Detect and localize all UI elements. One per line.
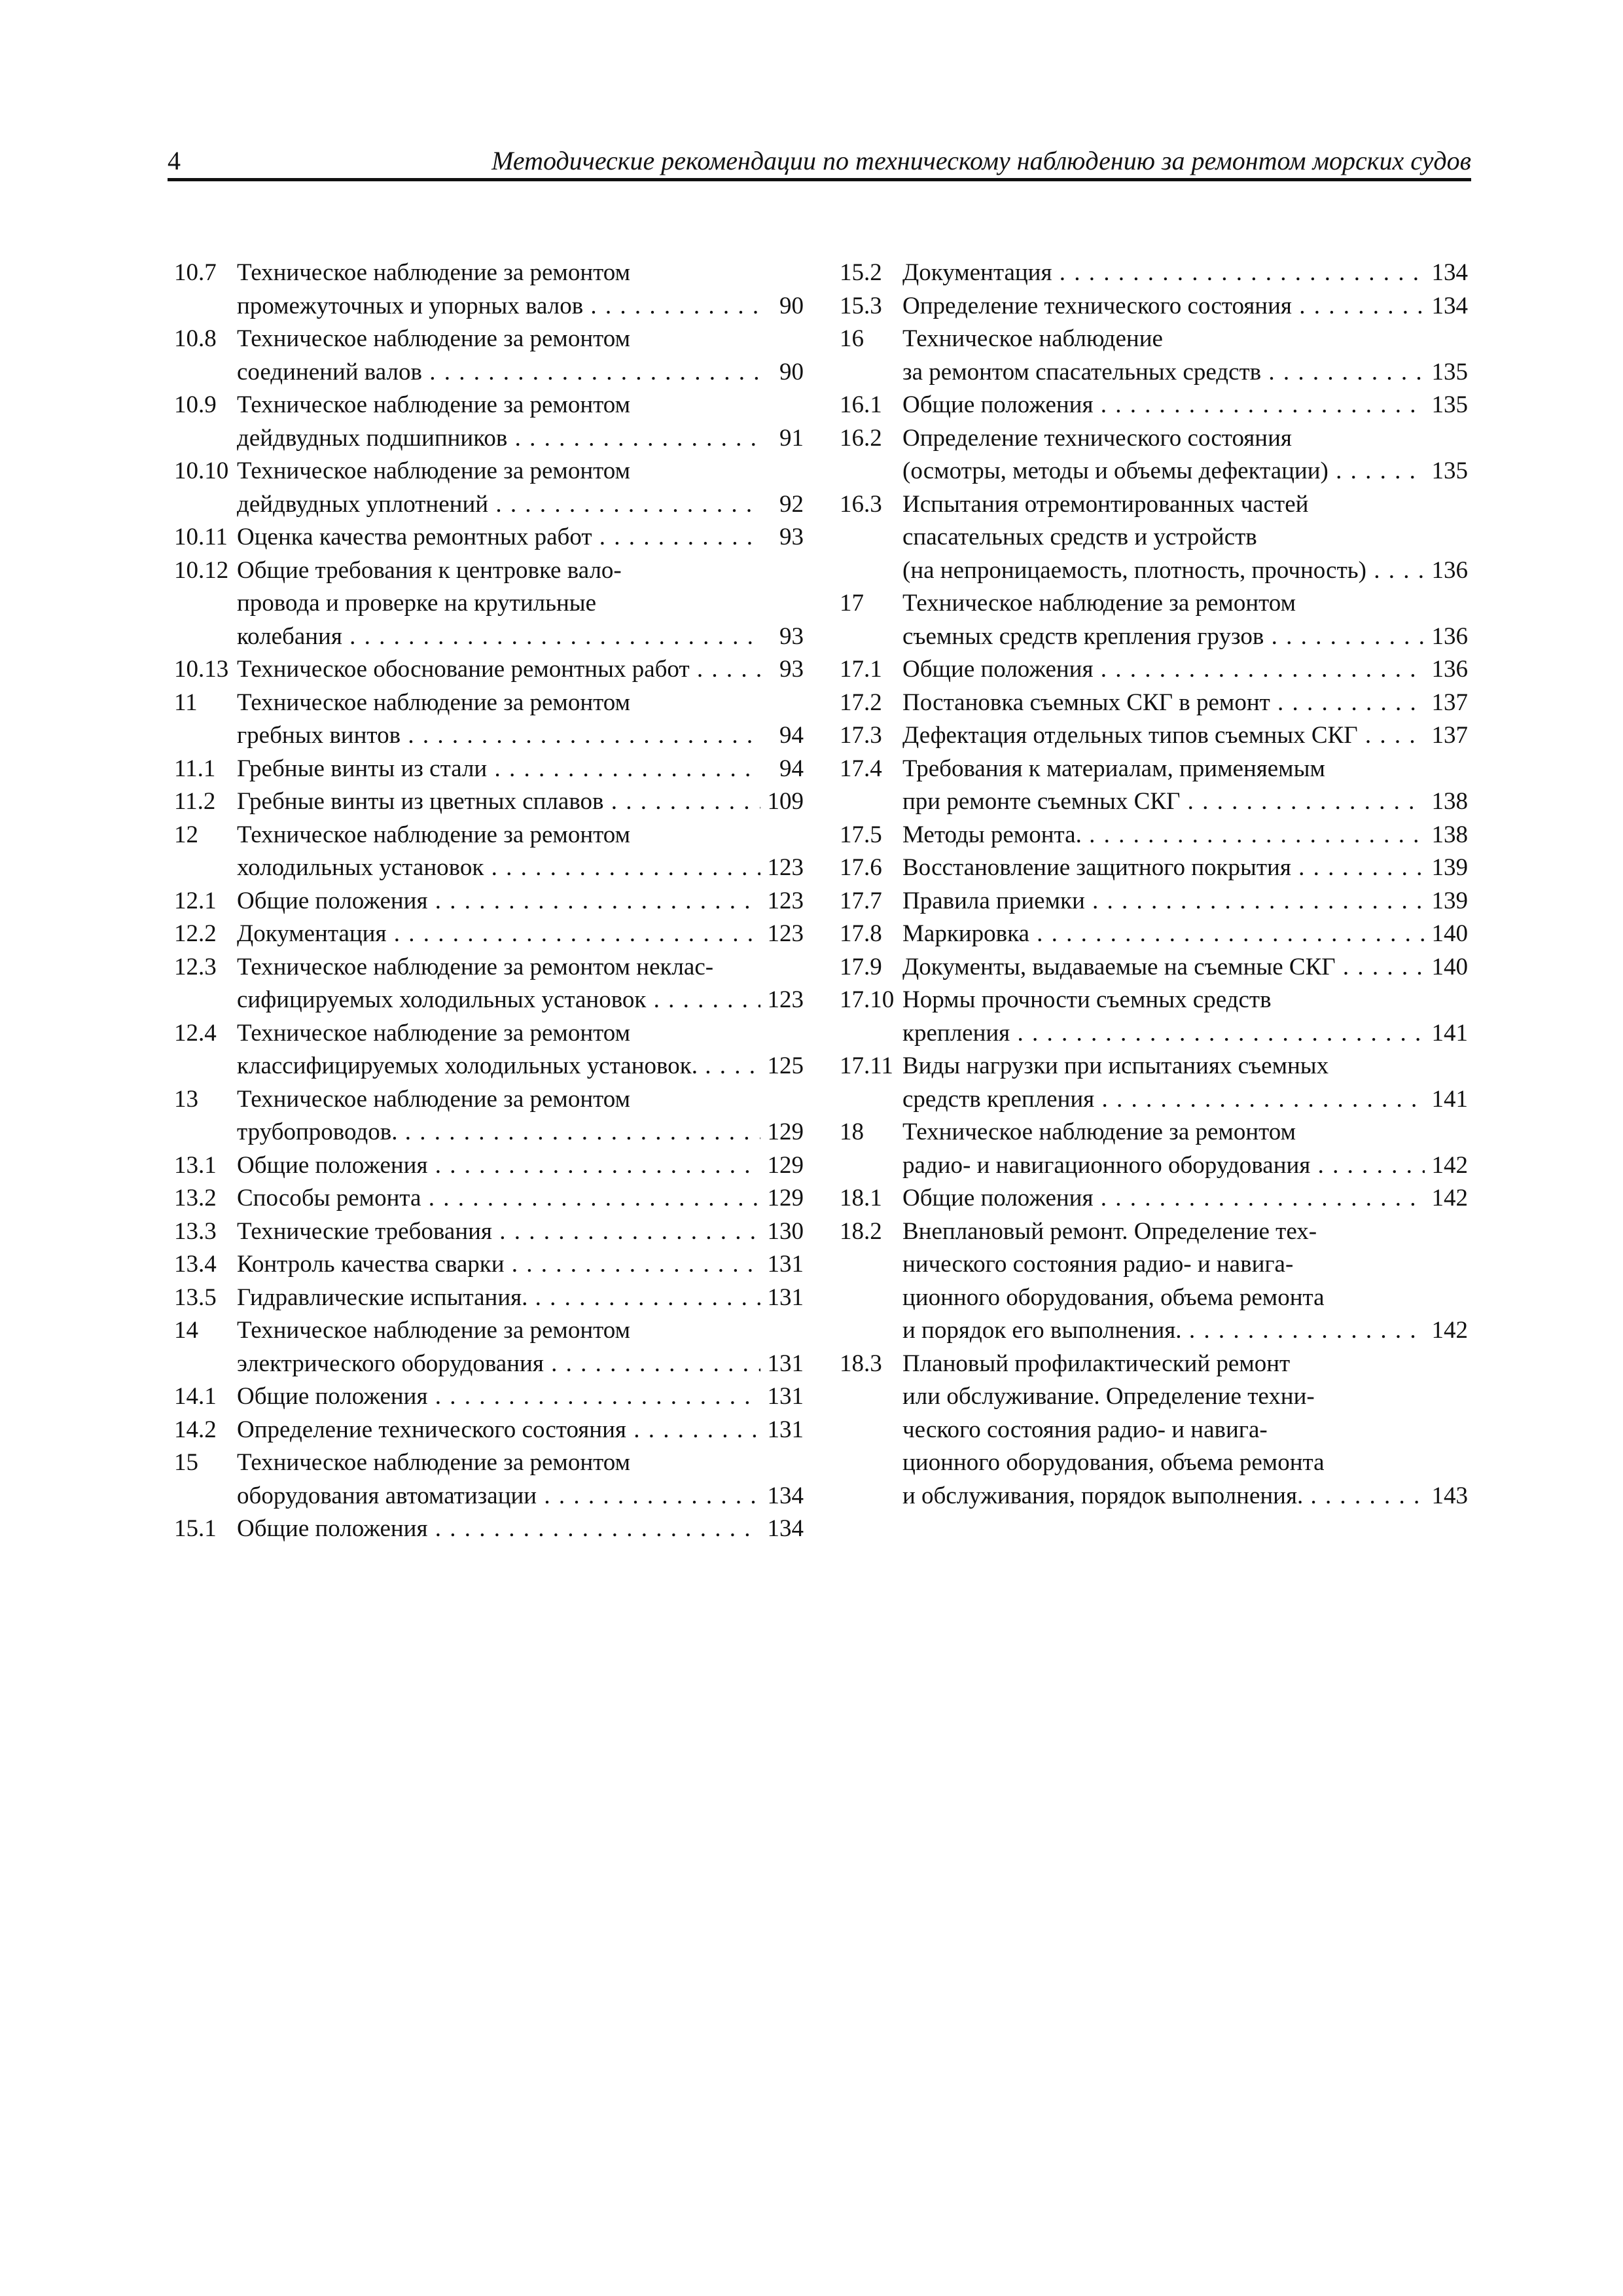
toc-left-column [174,257,804,1546]
toc-entry-title-line: ционного оборудования, объема ремонта [902,1283,1325,1311]
toc-entry-page: 93 [779,524,804,550]
toc-entry-page: 123 [767,986,804,1013]
toc-entry-title-line: Определение технического состояния . . . [237,1414,760,1447]
toc-entry-number: 14 [174,1317,198,1344]
toc-entry-title [237,1182,760,1215]
toc-entry-number: 17.2 [840,689,882,716]
toc-entry-title [237,1314,760,1380]
toc-entry [174,1215,804,1249]
toc-entry-title-line: при ремонте съемных СКГ . . . [902,785,1425,819]
toc-entry-title-line: Оценка качества ремонтных работ . . . [237,521,760,554]
toc-entry-page: 139 [1431,854,1468,881]
toc-entry-page: 130 [767,1217,804,1245]
toc-entry-title-line: Технические требования . . . [237,1215,760,1249]
toc-entry-title-line: и обслуживания, порядок выполнения. . . . [902,1480,1425,1513]
toc-entry-title [237,323,760,389]
page-number: 4 [168,146,181,175]
toc-entry-number: 16 [840,325,864,352]
toc-right-column [840,257,1468,1513]
toc-entry-title [237,1149,760,1183]
toc-entry-page: 138 [1431,821,1468,848]
toc-entry [840,257,1468,290]
toc-entry [840,984,1468,1050]
toc-entry-title [902,852,1425,885]
toc-entry-page: 123 [767,854,804,881]
toc-entry-title-line: Контроль качества сварки . . . [237,1248,760,1282]
toc-entry-page: 139 [1431,887,1468,914]
toc-entry-page: 136 [1431,656,1468,683]
toc-entry-title [237,1282,760,1315]
toc-entry-title-line: Техническое наблюдение за ремонтом [237,1449,631,1476]
toc-entry-title [237,653,760,687]
toc-entry-title [237,389,760,455]
toc-entry [840,290,1468,323]
toc-entry-title-line: нического состояния радио- и навига- [902,1251,1294,1278]
toc-entry-title-line: Маркировка . . . [902,918,1425,951]
toc-entry-number: 14.2 [174,1416,217,1443]
toc-entry-title-line: Восстановление защитного покрытия . . . [902,852,1425,885]
toc-entry-title [902,488,1425,588]
toc-entry-number: 17.5 [840,821,882,848]
toc-entry [174,819,804,885]
toc-entry-number: 10.13 [174,656,229,683]
toc-entry [174,455,804,521]
toc-entry-title-line: дейдвудных подшипников . . . [237,422,760,456]
toc-entry [174,653,804,687]
toc-entry-title [237,918,760,951]
toc-entry-title-line: Документы, выдаваемые на съемные СКГ . . . [902,951,1425,984]
toc-entry-number: 16.3 [840,490,882,518]
toc-entry-page: 109 [767,788,804,815]
toc-entry [174,918,804,951]
toc-entry-number: 13.1 [174,1151,217,1179]
toc-entry-title-line: холодильных установок . . . [237,852,760,885]
toc-entry [840,885,1468,918]
toc-entry-number: 17 [840,590,864,617]
toc-entry-page: 137 [1431,722,1468,749]
toc-entry-title-line: ческого состояния радио- и навига- [902,1416,1268,1443]
toc-entry-title-line: Методы ремонта. . . . [902,819,1425,852]
toc-entry [174,885,804,918]
toc-entry-title-line: Техническое наблюдение за ремонтом [237,391,631,418]
toc-entry-title-line: или обслуживание. Определение техни- [902,1383,1315,1410]
toc-entry-title [902,753,1425,819]
toc-entry-title [902,951,1425,984]
toc-entry-page: 138 [1431,788,1468,815]
toc-entry [174,687,804,753]
toc-entry-page: 91 [779,424,804,452]
toc-entry-number: 18.2 [840,1217,882,1245]
toc-entry-number: 10.11 [174,524,228,550]
toc-entry-title-line: ционного оборудования, объема ремонта [902,1449,1325,1476]
toc-entry-title-line: Определение технического состояния . . . [902,290,1425,323]
toc-entry-title-line: Правила приемки . . . [902,885,1425,918]
toc-entry-number: 10.8 [174,325,217,352]
toc-entry-title [237,785,760,819]
toc-entry [840,587,1468,653]
toc-entry-title [237,687,760,753]
toc-entry-page: 134 [1431,259,1468,286]
toc-entry-number: 12.2 [174,920,217,947]
toc-entry-title-line: Определение технического состояния [902,424,1292,452]
toc-entry-title [902,1116,1425,1182]
toc-entry-title-line: Испытания отремонтированных частей [902,490,1309,518]
toc-entry-title [902,323,1425,389]
toc-entry-title [902,389,1425,422]
toc-entry-page: 142 [1431,1317,1468,1344]
toc-entry-title-line: колебания . . . [237,620,760,654]
toc-entry-title-line: оборудования автоматизации . . . [237,1480,760,1513]
toc-entry-number: 18.1 [840,1185,882,1211]
toc-entry-number: 17.7 [840,887,882,914]
toc-entry-number: 15 [174,1449,198,1476]
toc-entry-number: 13 [174,1085,198,1113]
toc-entry-title [902,719,1425,753]
toc-entry-title [237,521,760,554]
toc-entry-title-line: сифицируемых холодильных установок . . . [237,984,760,1017]
toc-entry [840,719,1468,753]
toc-entry-title-line: Постановка съемных СКГ в ремонт . . . [902,687,1425,720]
toc-entry-title-line: Общие положения . . . [902,1182,1425,1215]
toc-entry-title-line: средств крепления . . . [902,1083,1425,1117]
toc-entry-page: 141 [1431,1019,1468,1047]
toc-entry-title [902,653,1425,687]
toc-entry-title-line: Техническое наблюдение за ремонтом [237,689,631,716]
toc-entry-title [237,1380,760,1414]
toc-entry-number: 17.9 [840,953,882,980]
toc-entry [840,1348,1468,1513]
toc-entry-title-line: трубопроводов. . . . [237,1116,760,1149]
toc-entry [840,422,1468,488]
toc-entry-number: 17.1 [840,656,882,683]
toc-entry-page: 131 [767,1383,804,1410]
toc-entry-title-line: Плановый профилактический ремонт [902,1350,1291,1377]
toc-entry [174,1282,804,1315]
toc-entry-title-line: провода и проверке на крутильные [237,590,597,617]
toc-entry-page: 135 [1431,391,1468,418]
toc-entry-number: 17.6 [840,854,882,881]
toc-entry-title-line: Документация . . . [902,257,1425,290]
toc-entry-title-line: съемных средств крепления грузов . . . [902,620,1425,654]
toc-entry-title-line: за ремонтом спасательных средств . . . [902,356,1425,389]
toc-entry-title-line: Техническое наблюдение за ремонтом [237,1085,631,1113]
toc-entry [840,852,1468,885]
toc-entry-number: 12.4 [174,1019,217,1047]
toc-entry-page: 140 [1431,953,1468,980]
toc-entry-title [902,918,1425,951]
toc-entry-number: 15.1 [174,1515,217,1542]
toc-entry [174,257,804,323]
toc-entry-title [902,1348,1425,1513]
toc-entry-title [237,1248,760,1282]
toc-entry-title [237,885,760,918]
toc-entry-page: 131 [767,1283,804,1311]
toc-entry-page: 123 [767,920,804,947]
toc-entry [840,653,1468,687]
toc-entry-title-line: Техническое наблюдение за ремонтом [902,590,1296,617]
toc-entry-title-line: Требования к материалам, применяемым [902,755,1325,782]
toc-entry-title-line: Нормы прочности съемных средств [902,986,1272,1013]
toc-entry-title [902,257,1425,290]
toc-entry-title [902,422,1425,488]
toc-entry-number: 11.2 [174,788,216,815]
toc-entry [840,1182,1468,1215]
toc-entry [174,753,804,786]
toc-entry [174,1083,804,1149]
toc-entry-page: 93 [779,656,804,683]
toc-entry [840,488,1468,588]
toc-entry [840,1215,1468,1348]
toc-entry [840,1116,1468,1182]
header-rule [168,178,1471,181]
toc-entry-page: 131 [767,1350,804,1377]
toc-entry-number: 13.3 [174,1217,217,1245]
toc-entry-title [237,1083,760,1149]
toc-entry-title [237,1215,760,1249]
toc-entry [174,1513,804,1546]
toc-entry-page: 129 [767,1151,804,1179]
toc-entry-title-line: (на непроницаемость, плотность, прочность) . . . [902,554,1425,588]
toc-entry-number: 12.1 [174,887,217,914]
toc-entry-page: 140 [1431,920,1468,947]
toc-entry-number: 15.2 [840,259,882,286]
toc-entry [174,1446,804,1513]
toc-entry [840,951,1468,984]
toc-entry-number: 17.10 [840,986,895,1013]
toc-entry [174,554,804,654]
toc-entry-page: 143 [1431,1482,1468,1509]
toc-entry-title [902,984,1425,1050]
toc-entry-title [902,587,1425,653]
toc-entry-title-line: Техническое обоснование ремонтных работ . . . [237,653,760,687]
toc-entry-title [237,819,760,885]
toc-entry-page: 129 [767,1119,804,1145]
toc-entry-title [237,257,760,323]
toc-entry-number: 13.5 [174,1283,217,1311]
toc-entry-number: 17.11 [840,1052,893,1079]
toc-entry-title [902,290,1425,323]
toc-entry-page: 134 [767,1515,804,1542]
toc-entry-page: 131 [767,1416,804,1443]
toc-entry-number: 10.12 [174,556,229,584]
toc-entry-title [902,687,1425,720]
toc-entry-title-line: Общие положения . . . [237,1380,760,1414]
running-title: Методические рекомендации по техническому наблюдению за ремонтом морских судов [491,146,1471,175]
toc-entry-title-line: Гребные винты из цветных сплавов . . . [237,785,760,819]
toc-entry [174,521,804,554]
toc-entry-title-line: радио- и навигационного оборудования . . . [902,1149,1425,1183]
toc-entry-page: 136 [1431,622,1468,650]
toc-entry-page: 90 [779,358,804,386]
toc-entry [840,323,1468,389]
toc-entry-title [902,1215,1425,1348]
toc-entry-number: 18 [840,1119,864,1145]
toc-entry-number: 10.10 [174,457,229,484]
toc-entry-page: 123 [767,887,804,914]
toc-entry-page: 135 [1431,457,1468,484]
toc-entry-title [237,455,760,521]
toc-entry-title-line: Общие положения . . . [237,1513,760,1546]
toc-entry-page: 129 [767,1185,804,1211]
toc-entry-page: 134 [1431,292,1468,319]
toc-entry-title-line: Техническое наблюдение за ремонтом [237,325,631,352]
toc-entry [174,1149,804,1183]
toc-entry-title-line: Общие положения . . . [237,1149,760,1183]
toc-entry-page: 94 [779,722,804,749]
toc-entry [174,951,804,1017]
toc-entry-number: 12 [174,821,198,848]
toc-entry-number: 16.1 [840,391,882,418]
toc-entry-title-line: (осмотры, методы и объемы дефектации) . . . [902,455,1425,488]
toc-entry-title-line: Документация . . . [237,918,760,951]
toc-entry-title-line: и порядок его выполнения. . . . [902,1314,1425,1348]
toc-entry-title [237,951,760,1017]
toc-entry-number: 13.2 [174,1185,217,1211]
toc-entry-page: 135 [1431,358,1468,386]
toc-entry [174,1182,804,1215]
toc-entry-title-line: Техническое наблюдение за ремонтом [237,259,631,286]
toc-entry [174,785,804,819]
toc-entry-title-line: Общие положения . . . [902,389,1425,422]
toc-entry-title-line: гребных винтов . . . [237,719,760,753]
toc-entry-title-line: Внеплановый ремонт. Определение тех- [902,1217,1317,1245]
toc-entry-title-line: классифицируемых холодильных установок. . . . [237,1050,760,1083]
toc-entry-title-line: Техническое наблюдение за ремонтом [237,1019,631,1047]
toc-entry-number: 17.8 [840,920,882,947]
toc-entry [174,1248,804,1282]
toc-entry-title-line: соединений валов . . . [237,356,760,389]
toc-entry [174,1414,804,1447]
toc-entry-title-line: Техническое наблюдение за ремонтом [237,1317,631,1344]
toc-entry-number: 12.3 [174,953,217,980]
toc-entry [840,1050,1468,1116]
toc-entry-page: 93 [779,622,804,650]
toc-entry-title-line: Гребные винты из стали . . . [237,753,760,786]
toc-entry-title [237,753,760,786]
toc-entry-page: 90 [779,292,804,319]
toc-entry-title-line: Техническое наблюдение [902,325,1163,352]
toc-entry-page: 134 [767,1482,804,1509]
toc-entry-page: 94 [779,755,804,782]
toc-entry-page: 137 [1431,689,1468,716]
toc-entry-title [237,554,760,654]
toc-entry-title-line: Дефектация отдельных типов съемных СКГ . . . [902,719,1425,753]
toc-entry-title-line: крепления . . . [902,1017,1425,1050]
toc-entry-title-line: Техническое наблюдение за ремонтом неклас- [237,953,714,980]
toc-entry-page: 125 [767,1052,804,1079]
toc-entry-number: 13.4 [174,1251,217,1278]
toc-entry-number: 14.1 [174,1383,217,1410]
toc-entry-title-line: Общие положения . . . [902,653,1425,687]
toc-entry-page: 136 [1431,556,1468,584]
toc-entry-number: 11 [174,689,198,716]
toc-entry [174,1017,804,1083]
toc-entry-number: 10.9 [174,391,217,418]
toc-entry-title-line: Техническое наблюдение за ремонтом [237,821,631,848]
toc-entry-page: 131 [767,1251,804,1278]
toc-entry [840,753,1468,819]
toc-entry-title-line: Общие положения . . . [237,885,760,918]
toc-entry-title [237,1414,760,1447]
toc-entry-title-line: спасательных средств и устройств [902,524,1257,550]
toc-entry-number: 16.2 [840,424,882,452]
toc-entry-title-line: промежуточных и упорных валов . . . [237,290,760,323]
toc-entry-page: 142 [1431,1185,1468,1211]
toc-entry-number: 11.1 [174,755,216,782]
toc-entry-title [237,1017,760,1083]
toc-entry-page: 141 [1431,1085,1468,1113]
toc-entry [174,389,804,455]
toc-entry-number: 18.3 [840,1350,882,1377]
toc-entry-title-line: дейдвудных уплотнений . . . [237,488,760,522]
toc-entry-title [902,819,1425,852]
toc-entry-number: 17.3 [840,722,882,749]
toc-entry-title-line: электрического оборудования . . . [237,1348,760,1381]
toc-entry [840,918,1468,951]
toc-entry-title-line: Общие требования к центровке вало- [237,556,622,584]
toc-entry-title-line: Техническое наблюдение за ремонтом [902,1119,1296,1145]
toc-entry-title [237,1446,760,1513]
toc-entry [174,323,804,389]
toc-entry-title [902,1050,1425,1116]
toc-entry-number: 10.7 [174,259,217,286]
toc-entry-title-line: Виды нагрузки при испытаниях съемных [902,1052,1329,1079]
toc-entry-title-line: Гидравлические испытания. . . . [237,1282,760,1315]
toc-entry-title [902,1182,1425,1215]
toc-entry-title-line: Способы ремонта . . . [237,1182,760,1215]
toc-entry [840,389,1468,422]
toc-entry-title-line: Техническое наблюдение за ремонтом [237,457,631,484]
toc-entry [174,1380,804,1414]
toc-entry-page: 92 [779,490,804,518]
toc-entry-number: 15.3 [840,292,882,319]
toc-entry [840,819,1468,852]
toc-entry [840,687,1468,720]
toc-entry [174,1314,804,1380]
toc-entry-title [902,885,1425,918]
toc-entry-title [237,1513,760,1546]
toc-entry-number: 17.4 [840,755,882,782]
toc-entry-page: 142 [1431,1151,1468,1179]
